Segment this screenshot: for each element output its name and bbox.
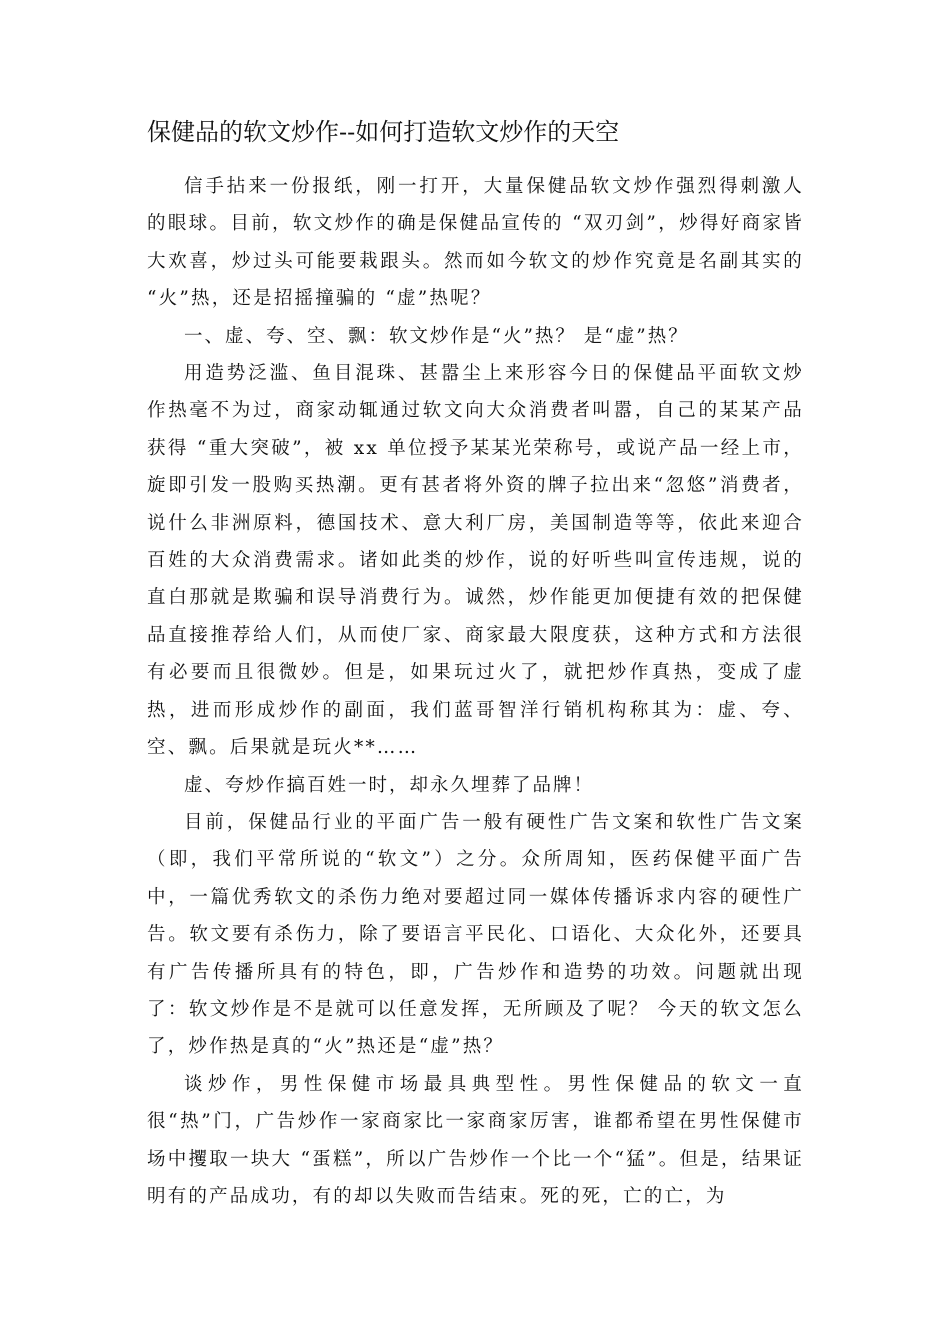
paragraph-male-health-market: 谈炒作，男性保健市场最具典型性。男性保健品的软文一直很“热”门，广告炒作一家商家比一家商家厉害，谁都希望在男性保健市场中攫取一块大 “蛋糕”，所以广告炒作一个比一个“猛”。但是，结果证明有的产品成功，有的却以失败而告结束。死的死，亡的亡，为 (147, 1073, 804, 1207)
document-body (147, 168, 804, 1215)
section-heading-1: 一、虚、夸、空、飘：软文炒作是“火”热？ 是“虚”热？ (184, 325, 689, 347)
subheading-brand-burial: 虚、夸炒作搞百姓一时，却永久埋葬了品牌！ (184, 774, 595, 796)
paragraph-intro: 信手拈来一份报纸，刚一打开，大量保健品软文炒作强烈得刺激人的眼球。目前，软文炒作的确是保健品宣传的 “双刃剑”，炒得好商家皆大欢喜，炒过头可能要栽跟头。然而如今软文的炒作究竟是名副其实的 “火”热，还是招摇撞骗的 “虚”热呢？ (147, 176, 804, 310)
paragraph-soft-ads: 目前，保健品行业的平面广告一般有硬性广告文案和软性广告文案（即，我们平常所说的“软文”）之分。众所周知，医药保健平面广告中，一篇优秀软文的杀伤力绝对要超过同一媒体传播诉求内容的硬性广告。软文要有杀伤力，除了要语言平民化、口语化、大众化外，还要具有广告传播所具有的特色，即，广告炒作和造势的功效。问题就出现了：软文炒作是不是就可以任意发挥，无所顾及了呢？ 今天的软文怎么了，炒作热是真的“火”热还是“虚”热？ (147, 811, 804, 1058)
paragraph-hype-description: 用造势泛滥、鱼目混珠、甚嚣尘上来形容今日的保健品平面软文炒作热毫不为过，商家动辄通过软文向大众消费者叫嚣，自己的某某产品获得 “重大突破”，被 xx 单位授予某某光荣称号，或说产品一经上市，旋即引发一股购买热潮。更有甚者将外资的牌子拉出来“忽悠”消费者，说什么非洲原料，德国技术、意大利厂房，美国制造等等，依此来迎合百姓的大众消费需求。诸如此类的炒作，说的好听些叫宣传违规，说的直白那就是欺骗和误导消费行为。诚然，炒作能更加便捷有效的把保健品直接推荐给人们，从而使厂家、商家最大限度获，这种方式和方法很有必要而且很微妙。但是，如果玩过火了，就把炒作真热，变成了虚热，进而形成炒作的副面，我们蓝哥智洋行销机构称其为：虚、夸、空、飘。后果就是玩火**…… (147, 363, 804, 759)
document-title: 保健品的软文炒作--如何打造软文炒作的天空 (147, 118, 620, 146)
